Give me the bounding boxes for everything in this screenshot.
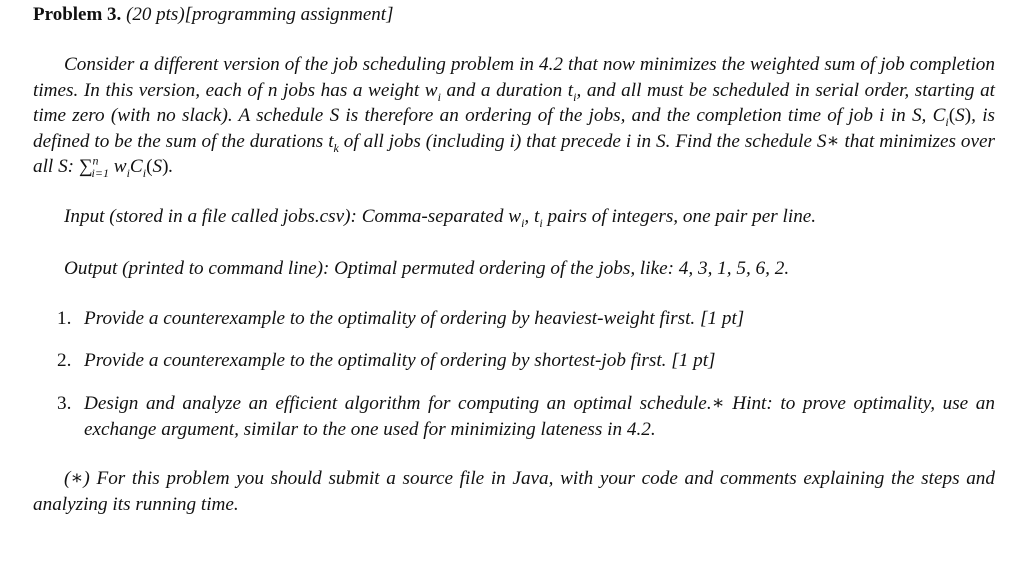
list-item [57,348,995,374]
list-item [57,391,995,442]
problem-points: (20 pts)[programming assignment] [126,4,394,25]
problem-description: Consider a different version of the job scheduling problem in 4.2 that now minimizes the weighted sum of job completion times. In this version, each of n jobs has a weight $w_i$ and a duration $t_i$, and all must be scheduled in serial order, starting at time zero (with no slack). A schedule S is therefore an ordering of the jobs, and the completion time of job i in S, $C_i(S)$, is defined to be the sum of the durations $t_k$ of all jobs (including i) that precede i in S. Find the schedule S∗ that minimizes over all S: ∑$^n_{i=1}$ $w_iC_i(S)$. [33,54,995,181]
list-item-text: Provide a counterexample to the optimality of ordering by shortest-job first. [1 pt] [84,350,716,371]
problem-heading [33,4,393,26]
list-item-number: 3. [57,393,72,414]
list-item-text: Provide a counterexample to the optimality of ordering by heaviest-weight first. [1 pt] [84,308,745,329]
output-spec: Output (printed to command line): Optimal permuted ordering of the jobs, like: 4, 3, 1, 5, 6, 2. [64,258,790,279]
input-spec: Input (stored in a file called jobs.csv): Comma-separated $w_i$, $t_i$ pairs of integers, one pair per line. [64,206,817,230]
list-item-number: 1. [57,308,72,329]
list-item [57,306,995,332]
problem-number: Problem 3. [33,4,122,25]
submission-footnote: (∗) For this problem you should submit a source file in Java, with your code and comments explaining the steps and analyzing its running time. [33,468,995,515]
list-item-text: Design and analyze an efficient algorithm for computing an optimal schedule.∗ Hint: to prove optimality, use an exchange argument, similar to the one used for minimizing lateness in 4.2. [84,393,995,440]
list-item-number: 2. [57,350,72,371]
sum-symbol: ∑ [78,156,93,178]
